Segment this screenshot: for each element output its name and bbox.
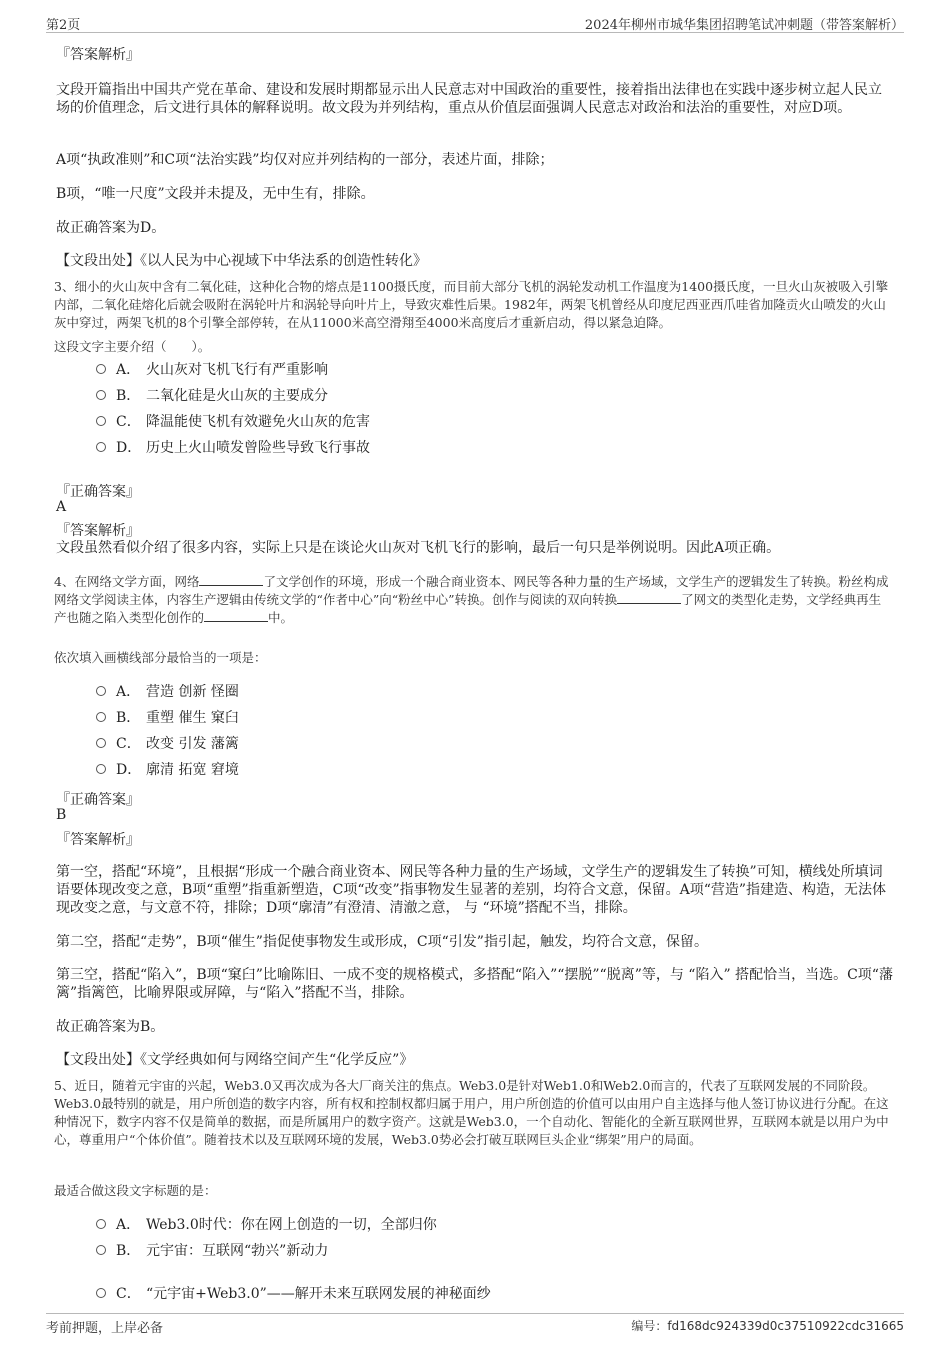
radio-icon[interactable] [96, 686, 106, 696]
q4-analysis-paragraph: 第一空，搭配“环境”，且根据“形成一个融合商业资本、网民等各种力量的生产场域，文学生产的逻辑发生了转换”可知，横线处所填词语要体现改变之意，B项“重塑”指重新塑造，C项“改变”指事物发生显著的差别，均符合文意，保留。A项“营造”指建造、构造，无法体现改变之意，与文意不符，排除；D项“廓清”有澄清、清澈之意， 与 “环境”搭配不当，排除。 [56, 864, 887, 916]
q4-answer-label: 『正确答案』 [56, 792, 140, 808]
q2-analysis-label: 『答案解析』 [56, 47, 140, 63]
radio-icon[interactable] [96, 390, 106, 400]
q4-source: 【文段出处】《文学经典如何与网络空间产生“化学反应”》 [56, 1052, 414, 1068]
q5-option-c[interactable]: C． “元宇宙+Web3.0”——解开未来互联网发展的神秘面纱 [96, 1285, 491, 1303]
radio-icon[interactable] [96, 1245, 106, 1255]
q4-analysis-label: 『答案解析』 [56, 832, 140, 848]
q2-source: 【文段出处】《以人民为中心视域下中华法系的创造性转化》 [56, 253, 427, 269]
q3-answer: A [56, 499, 67, 515]
page-footer [46, 1313, 904, 1336]
q4-analysis-paragraph: 第三空，搭配“陷入”，B项“窠臼”比喻陈旧、一成不变的规格模式，多搭配“陷入”“摆脱”“脱离”等，与 “陷入” 搭配恰当，当选。C项“藩篱”指篱笆，比喻界限或屏障，与“陷入”搭配不当，排除。 [56, 967, 893, 1001]
q5-option-a[interactable]: A． Web3.0时代：你在网上创造的一切，全部归你 [96, 1216, 437, 1234]
q5-prompt: 最适合做这段文字标题的是： [54, 1183, 217, 1198]
q4-answer-conclusion: 故正确答案为B。 [56, 1019, 165, 1035]
q4-option-c[interactable]: C． 改变 引发 藩篱 [96, 735, 239, 753]
q3-option-b[interactable]: B． 二氧化硅是火山灰的主要成分 [96, 387, 328, 405]
radio-icon[interactable] [96, 1219, 106, 1229]
q3-prompt: 这段文字主要介绍（ ）。 [54, 339, 211, 354]
q5-stem: 5、近日，随着元宇宙的兴起，Web3.0又再次成为各大厂商关注的焦点。Web3.0是针对Web1.0和Web2.0而言的，代表了互联网发展的不同阶段。Web3.0最特别的就是，用户所创造的数字内容，所有权和控制权都归属于用户，用户所创造的价值可以由用户自主选择与他人签订协议进行分配。在这种情况下，数字内容不仅是简单的数据，而是所属用户的数字资产。这就是Web3.0，一个自动化、智能化的全新互联网世界，互联网本就是以用户为中心，尊重用户“个体价值”。随着技术以及互联网环境的发展，Web3.0势必会打破互联网巨头企业“绑架”用户的局面。 [54, 1078, 889, 1147]
radio-icon[interactable] [96, 712, 106, 722]
q4-prompt: 依次填入画横线部分最恰当的一项是： [54, 650, 267, 665]
fill-blank [199, 573, 263, 586]
radio-icon[interactable] [96, 442, 106, 452]
page-number: 第2页 [46, 18, 81, 33]
q4-answer: B [56, 807, 67, 823]
document-serial: 编号：fd168dc924339d0c37510922cdc31665 [631, 1319, 904, 1333]
q3-answer-label: 『正确答案』 [56, 484, 140, 500]
q3-analysis-label: 『答案解析』 [56, 523, 140, 539]
q2-analysis-paragraph: A项“执政准则”和C项“法治实践”均仅对应并列结构的一部分，表述片面，排除； [56, 152, 554, 168]
q3-stem: 3、细小的火山灰中含有二氧化硅，这种化合物的熔点是1100摄氏度，而目前大部分飞机的涡轮发动机工作温度为1400摄氏度，一旦火山灰被吸入引擎内部，二氧化硅熔化后就会吸附在涡轮叶片和涡轮导向叶片上，导致灾难性后果。1982年，两架飞机曾经从印度尼西亚西爪哇省加隆贡火山喷发的火山灰中穿过，两架飞机的8个引擎全部停转，在从11000米高空滑翔至4000米高度后才重新启动，得以紧急迫降。 [54, 279, 889, 330]
q2-answer-conclusion: 故正确答案为D。 [56, 220, 166, 236]
fill-blank [204, 609, 268, 622]
q3-option-d[interactable]: D． 历史上火山喷发曾险些导致飞行事故 [96, 439, 370, 457]
page-header [46, 14, 904, 33]
q5-option-b[interactable]: B． 元宇宙：互联网“勃兴”新动力 [96, 1242, 328, 1260]
q4-option-a[interactable]: A． 营造 创新 怪圈 [96, 683, 239, 701]
q2-analysis-paragraph: B项，“唯一尺度”文段并未提及，无中生有，排除。 [56, 186, 375, 202]
document-title: 2024年柳州市城华集团招聘笔试冲刺题（带答案解析） [584, 18, 904, 33]
radio-icon[interactable] [96, 1288, 106, 1298]
radio-icon[interactable] [96, 416, 106, 426]
fill-blank [617, 591, 681, 604]
radio-icon[interactable] [96, 764, 106, 774]
radio-icon[interactable] [96, 364, 106, 374]
q4-option-d[interactable]: D． 廓清 拓宽 窘境 [96, 761, 239, 779]
q3-analysis: 文段虽然看似介绍了很多内容，实际上只是在谈论火山灰对飞机飞行的影响，最后一句只是举例说明。因此A项正确。 [56, 540, 781, 556]
q3-option-a[interactable]: A． 火山灰对飞机飞行有严重影响 [96, 361, 328, 379]
q4-stem: 4、在网络文学方面，网络 了文学创作的环境，形成一个融合商业资本、网民等各种力量的生产场域，文学生产的逻辑发生了转换。粉丝构成网络文学阅读主体，内容生产逻辑由传统文学的“作者中心”向“粉丝中心”转换。创作与阅读的双向转换 了网文的类型化走势，文学经典再生产也随之陷入类型化创作的 中。 [54, 574, 889, 625]
q3-option-c[interactable]: C． 降温能使飞机有效避免火山灰的危害 [96, 413, 370, 431]
q4-option-b[interactable]: B． 重塑 催生 窠臼 [96, 709, 239, 727]
q2-analysis-paragraph: 文段开篇指出中国共产党在革命、建设和发展时期都显示出人民意志对中国政治的重要性，接着指出法律也在实践中逐步树立起人民立场的价值理念，后文进行具体的解释说明。故文段为并列结构，重点从价值层面强调人民意志对政治和法治的重要性，对应D项。 [56, 82, 882, 116]
footer-slogan: 考前押题，上岸必备 [46, 1321, 164, 1336]
q4-analysis-paragraph: 第二空，搭配“走势”，B项“催生”指促使事物发生或形成，C项“引发”指引起，触发，均符合文意，保留。 [56, 934, 708, 950]
radio-icon[interactable] [96, 738, 106, 748]
